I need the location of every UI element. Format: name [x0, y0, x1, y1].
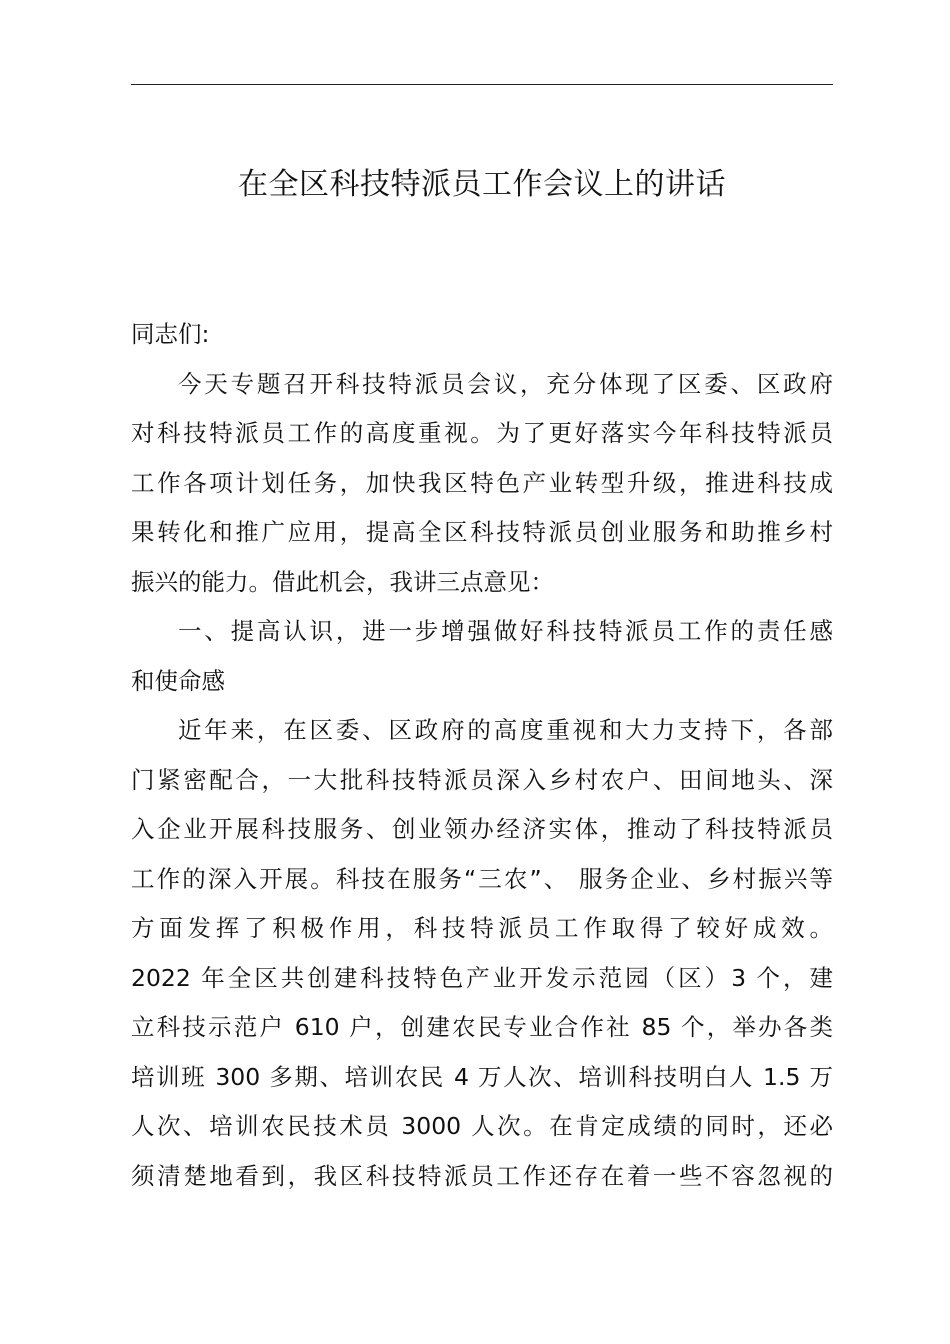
document-title: 在全区科技特派员工作会议上的讲话	[238, 167, 726, 202]
paragraph-line: 立科技示范户 610 户，创建农民专业合作社 85 个，举办各类	[131, 1013, 833, 1041]
paragraph-line: 近年来，在区委、区政府的高度重视和大力支持下，各部	[178, 716, 833, 744]
paragraph-line: 入企业开展科技服务、创业领办经济实体，推动了科技特派员	[131, 815, 833, 843]
paragraph-line: 培训班 300 多期、培训农民 4 万人次、培训科技明白人 1.5 万	[131, 1062, 833, 1091]
section-heading-line: 和使命感	[131, 666, 225, 695]
document-body	[131, 310, 833, 1201]
paragraph-line: 2022 年全区共创建科技特色产业开发示范园（区）3 个，建	[131, 963, 833, 992]
paragraph-line: 工作的深入开展。科技在服务“三农”、 服务企业、乡村振兴等	[131, 864, 833, 893]
paragraph-line: 门紧密配合，一大批科技特派员深入乡村农户、田间地头、深	[131, 765, 833, 794]
paragraph-line: 对科技特派员工作的高度重视。为了更好落实今年科技特派员	[131, 419, 833, 447]
paragraph-line: 今天专题召开科技特派员会议，充分体现了区委、区政府	[178, 369, 833, 398]
header-rule	[131, 84, 833, 85]
paragraph-line: 工作各项计划任务，加快我区特色产业转型升级，推进科技成	[131, 468, 833, 497]
paragraph-line: 须清楚地看到，我区科技特派员工作还存在着一些不容忽视的	[131, 1161, 833, 1190]
section-heading-line: 一、提高认识，进一步增强做好科技特派员工作的责任感	[178, 617, 833, 645]
paragraph-line: 果转化和推广应用，提高全区科技特派员创业服务和助推乡村	[131, 518, 833, 546]
greeting: 同志们:	[131, 320, 210, 348]
paragraph-line: 人次、培训农民技术员 3000 人次。在肯定成绩的同时，还必	[131, 1112, 833, 1140]
paragraph-line: 振兴的能力。借此机会，我讲三点意见：	[131, 567, 554, 596]
paragraph-line: 方面发挥了积极作用，科技特派员工作取得了较好成效。	[131, 914, 833, 942]
